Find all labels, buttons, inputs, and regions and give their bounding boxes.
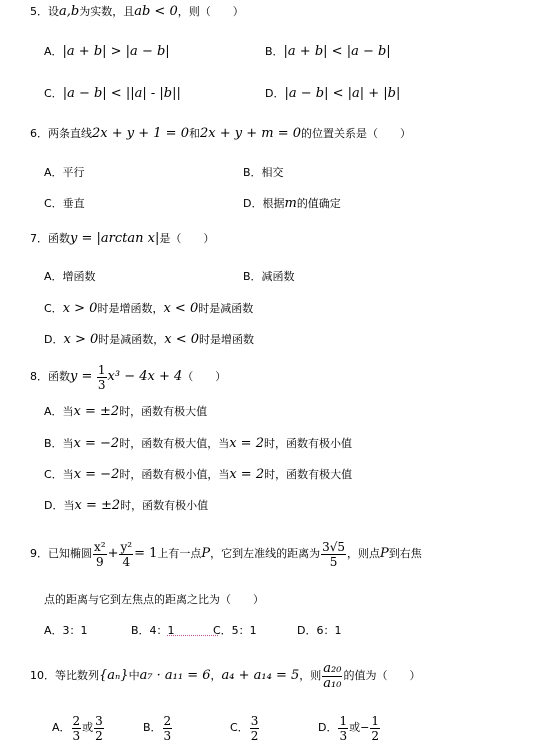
q8-c-mid: 时，函数有极小值，当 [119,468,230,481]
q7-func: y = |arctan x| [70,231,160,246]
q9-plus: + [107,546,119,561]
q10-a-frac2 [94,714,104,743]
q9-option-c: C．5：1 [213,624,257,637]
q8-b-cond1: x = −2 [73,436,120,451]
q6-eq2: 2x + y + m = 0 [199,126,301,141]
q6-stem-post: 的位置关系是（ ） [301,127,411,140]
q10-c-frac-den: 2 [250,728,259,743]
q9-stem-line2: 点的距离与它到左焦点的距离之比为（ ） [44,593,264,606]
q10-b-frac [163,714,173,743]
q5-option-b [265,44,391,60]
q5-stem [30,4,244,20]
q7-d-cond2: x < 0 [164,332,200,347]
q10-d-frac1-den: 3 [339,728,348,743]
q5-option-a [44,44,170,60]
q10-a-frac1 [72,714,82,743]
q7-option-b: B．减函数 [243,270,295,283]
q6-d-var: m [284,196,297,211]
q8-b-pre: B．当 [44,437,74,450]
q10-option-a [52,710,105,746]
q5-a-label: A． [44,45,63,58]
q9-mid2: ，它到左准线的距离为 [210,547,321,560]
q10-stem-post: 的值为（ ） [343,669,421,682]
q7-stem-post: 是（ ） [159,232,215,245]
q6-stem-mid: 和 [188,127,200,140]
q10-option-d [318,710,381,746]
q9-mid1: 上有一点 [157,547,202,560]
q8-frac-den: 3 [97,377,106,392]
q10-ratio-num: a₂₀ [323,660,342,676]
q8-stem [30,360,226,394]
q8-c-pre: C．当 [44,468,74,481]
q8-b-cond2: x = 2 [229,436,264,451]
q7-c-label: C． [44,302,63,315]
q5-c-label: C． [44,87,63,100]
q10-a-label: A． [52,721,71,734]
q10-c-frac-num: 3 [250,713,259,728]
q9-frac-dist-den: 5 [329,554,338,569]
q9-stem-pre: 9．已知椭圆 [30,547,92,560]
q5-c-math: |a − b| < ||a| - |b|| [62,86,181,101]
q6-stem-pre: 6．两条直线 [30,127,92,140]
q8-d-cond: x = ±2 [74,498,121,513]
q5-d-math: |a − b| < |a| + |b| [284,86,401,101]
q9-frac-dist-num: 3√5 [322,539,346,554]
q10-a-frac2-num: 3 [95,713,103,728]
q10-d-or: 或− [349,721,370,734]
q10-d-frac1-num: 1 [339,713,348,728]
q8-stem-pre: 8．函数 [30,370,70,383]
q8-c-cond2: x = 2 [229,467,265,482]
q7-c-text1: 时是增函数， [97,302,164,315]
q9-stem [30,534,422,574]
q10-seq: {aₙ} [99,668,129,683]
q6-option-b: B．相交 [243,166,284,179]
q5-a-math: |a + b| > |a − b| [62,44,170,59]
q5-stem-mid: 为实数，且 [79,5,135,18]
q9-frac-y-den: 4 [122,554,131,569]
q10-a-frac1-num: 2 [72,713,81,728]
q10-c-label: C． [230,721,249,734]
q10-b-label: B． [143,721,162,734]
q9-option-b [131,623,219,639]
q5-stem-vars: a,b [59,4,80,19]
q10-comma: ， [210,669,222,682]
q8-option-c [44,467,352,483]
q9-option-d: D．6：1 [297,624,342,637]
q9-mid3: ，则点 [347,547,381,560]
q9-b-dotted: 1 [167,624,219,637]
q10-eq2: a₄ + a₁₄ = 5 [221,668,300,683]
q6-option-d [243,196,341,212]
q7-option-c [44,301,253,317]
q8-c-post: 时，函数有极大值 [264,468,353,481]
q6-stem [30,126,411,142]
q8-a-pre: A．当 [44,405,74,418]
q10-d-label: D． [318,721,338,734]
q7-d-text1: 时是减函数， [98,333,165,346]
q10-mid2: ，则 [299,669,322,682]
q7-stem [30,231,214,247]
q8-a-post: 时，函数有极大值 [119,405,208,418]
q5-stem-cond: ab < 0 [134,4,178,19]
q8-b-post: 时，函数有极小值 [263,437,352,450]
q7-c-cond2: x < 0 [163,301,199,316]
q5-stem-pre: 5．设 [30,5,59,18]
q8-option-d [44,498,208,514]
q6-d-post: 的值确定 [296,197,341,210]
q10-c-frac [250,714,260,743]
q7-d-text2: 时是增函数 [199,333,255,346]
q5-d-label: D． [265,87,285,100]
q10-stem-pre: 10．等比数列 [30,669,99,682]
q7-stem-pre: 7．函数 [30,232,70,245]
q10-a-or: 或 [82,721,94,734]
q7-c-text2: 时是减函数 [198,302,254,315]
q8-b-mid: 时，函数有极大值，当 [119,437,230,450]
q7-option-a: A．增函数 [44,270,96,283]
q10-ratio-den: a₁₀ [323,675,342,691]
q9-b-pre: B．4： [131,624,168,637]
q9-fraction-dist [321,540,346,569]
q9-mid4: 到右焦 [388,547,422,560]
q9-point-p2: P [380,546,389,561]
q10-b-frac-den: 3 [163,728,172,743]
q10-stem [30,658,420,694]
q6-eq1: 2x + y + 1 = 0 [92,126,189,141]
q8-d-post: 时，函数有极小值 [120,499,209,512]
q9-eq-one: = 1 [134,546,158,561]
q9-frac-x-num: x² [94,539,106,554]
q10-option-b [143,710,173,746]
q5-option-c [44,86,181,102]
q5-b-math: |a + b| < |a − b| [283,44,391,59]
q7-c-cond1: x > 0 [62,301,98,316]
q8-d-pre: D．当 [44,499,75,512]
q7-d-cond1: x > 0 [63,332,99,347]
q8-rest: x³ − 4x + 4 [107,369,183,384]
q10-a-frac2-den: 2 [95,728,103,743]
q9-option-a: A．3：1 [44,624,88,637]
q8-a-cond: x = ±2 [73,404,120,419]
q6-d-pre: D．根据 [243,197,285,210]
q5-b-label: B． [265,45,284,58]
q10-d-frac2 [370,714,380,743]
q9-fraction-y [119,540,133,569]
q10-a-frac1-den: 3 [72,728,81,743]
q10-mid1: 中 [128,669,140,682]
q10-option-c [230,710,260,746]
q8-option-b [44,436,352,452]
q6-option-c: C．垂直 [44,197,85,210]
q10-b-frac-num: 2 [163,713,172,728]
q9-point-p: P [201,546,211,561]
q5-stem-post: ，则（ ） [177,5,244,18]
q10-d-frac1 [338,714,348,743]
q7-d-label: D． [44,333,64,346]
q9-frac-y-num: y² [120,539,133,554]
q8-option-a [44,404,207,420]
q8-fraction [97,363,107,392]
q10-d-frac2-den: 2 [371,728,379,743]
q7-option-d [44,332,254,348]
q8-c-cond1: x = −2 [73,467,120,482]
q8-stem-post: （ ） [182,370,227,383]
q10-eq1: a₇ · a₁₁ = 6 [139,668,211,683]
q9-fraction-x [93,540,107,569]
q10-fraction-ratio [322,662,342,691]
q5-option-d [265,86,400,102]
q8-y-eq: y = [70,369,93,384]
q10-d-frac2-num: 1 [371,713,379,728]
q6-option-a: A．平行 [44,166,85,179]
q9-frac-x-den: 9 [95,554,104,569]
q8-frac-num: 1 [97,362,106,377]
